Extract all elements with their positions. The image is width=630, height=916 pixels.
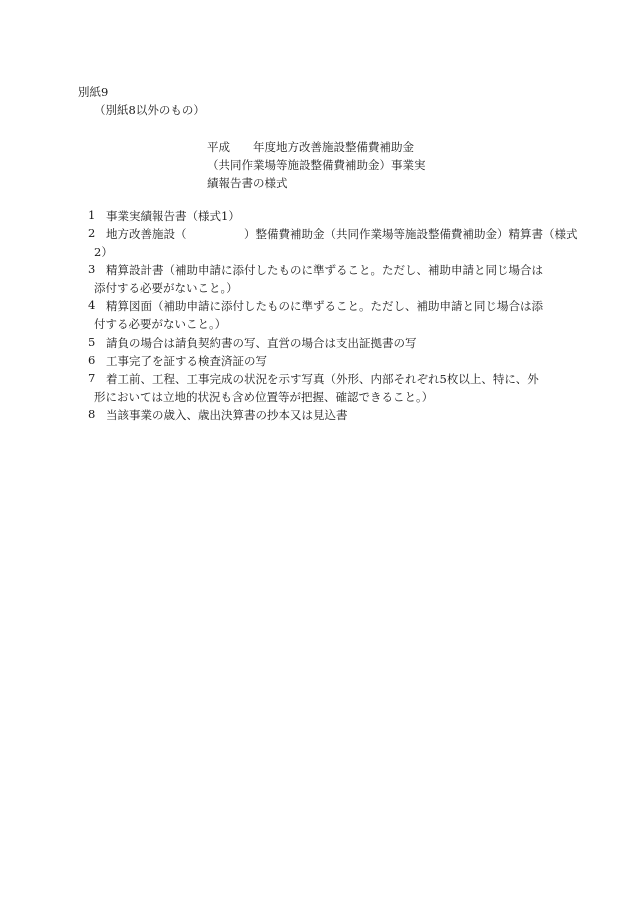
item-number: 6 [88, 353, 96, 367]
item-text: 精算図面（補助申請に添付したものに準ずること。ただし、補助申請と同じ場合は添 [106, 299, 543, 313]
attachment-label: 別紙9 [78, 85, 109, 99]
item-text-continued: 2） [94, 245, 113, 259]
item-number: 1 [88, 208, 96, 222]
item-text: 工事完了を証する検査済証の写 [106, 354, 267, 368]
document-title-line-3: 績報告書の様式 [207, 176, 288, 190]
item-text: 着工前、工程、工事完成の状況を示す写真（外形、内部それぞれ5枚以上、特に、外 [106, 372, 539, 386]
item-text-continued: 形においては立地的状況も含め位置等が把握、確認できること。） [94, 390, 434, 404]
item-number: 8 [88, 407, 96, 421]
item-text-continued: 添付する必要がないこと。） [94, 281, 238, 295]
document-title-line-2: （共同作業場等施設整備費補助金）事業実 [207, 158, 426, 172]
document-title-line-1: 平成 年度地方改善施設整備費補助金 [207, 140, 414, 154]
item-number: 7 [88, 371, 96, 385]
item-text: 地方改善施設（ ）整備費補助金（共同作業場等施設整備費補助金）精算書（様式 [106, 227, 578, 241]
item-text-continued: 付する必要がないこと。） [94, 317, 227, 331]
item-text: 当該事業の歳入、歳出決算書の抄本又は見込書 [106, 408, 348, 422]
item-text: 精算設計書（補助申請に添付したものに準ずること。ただし、補助申請と同じ場合は [106, 263, 543, 277]
attachment-note: （別紙8以外のもの） [94, 103, 205, 117]
item-text: 請負の場合は請負契約書の写、直営の場合は支出証拠書の写 [106, 336, 417, 350]
item-number: 2 [88, 226, 96, 240]
item-text: 事業実績報告書（様式1） [106, 209, 240, 223]
item-number: 4 [88, 298, 96, 312]
item-number: 3 [88, 262, 96, 276]
item-number: 5 [88, 335, 96, 349]
